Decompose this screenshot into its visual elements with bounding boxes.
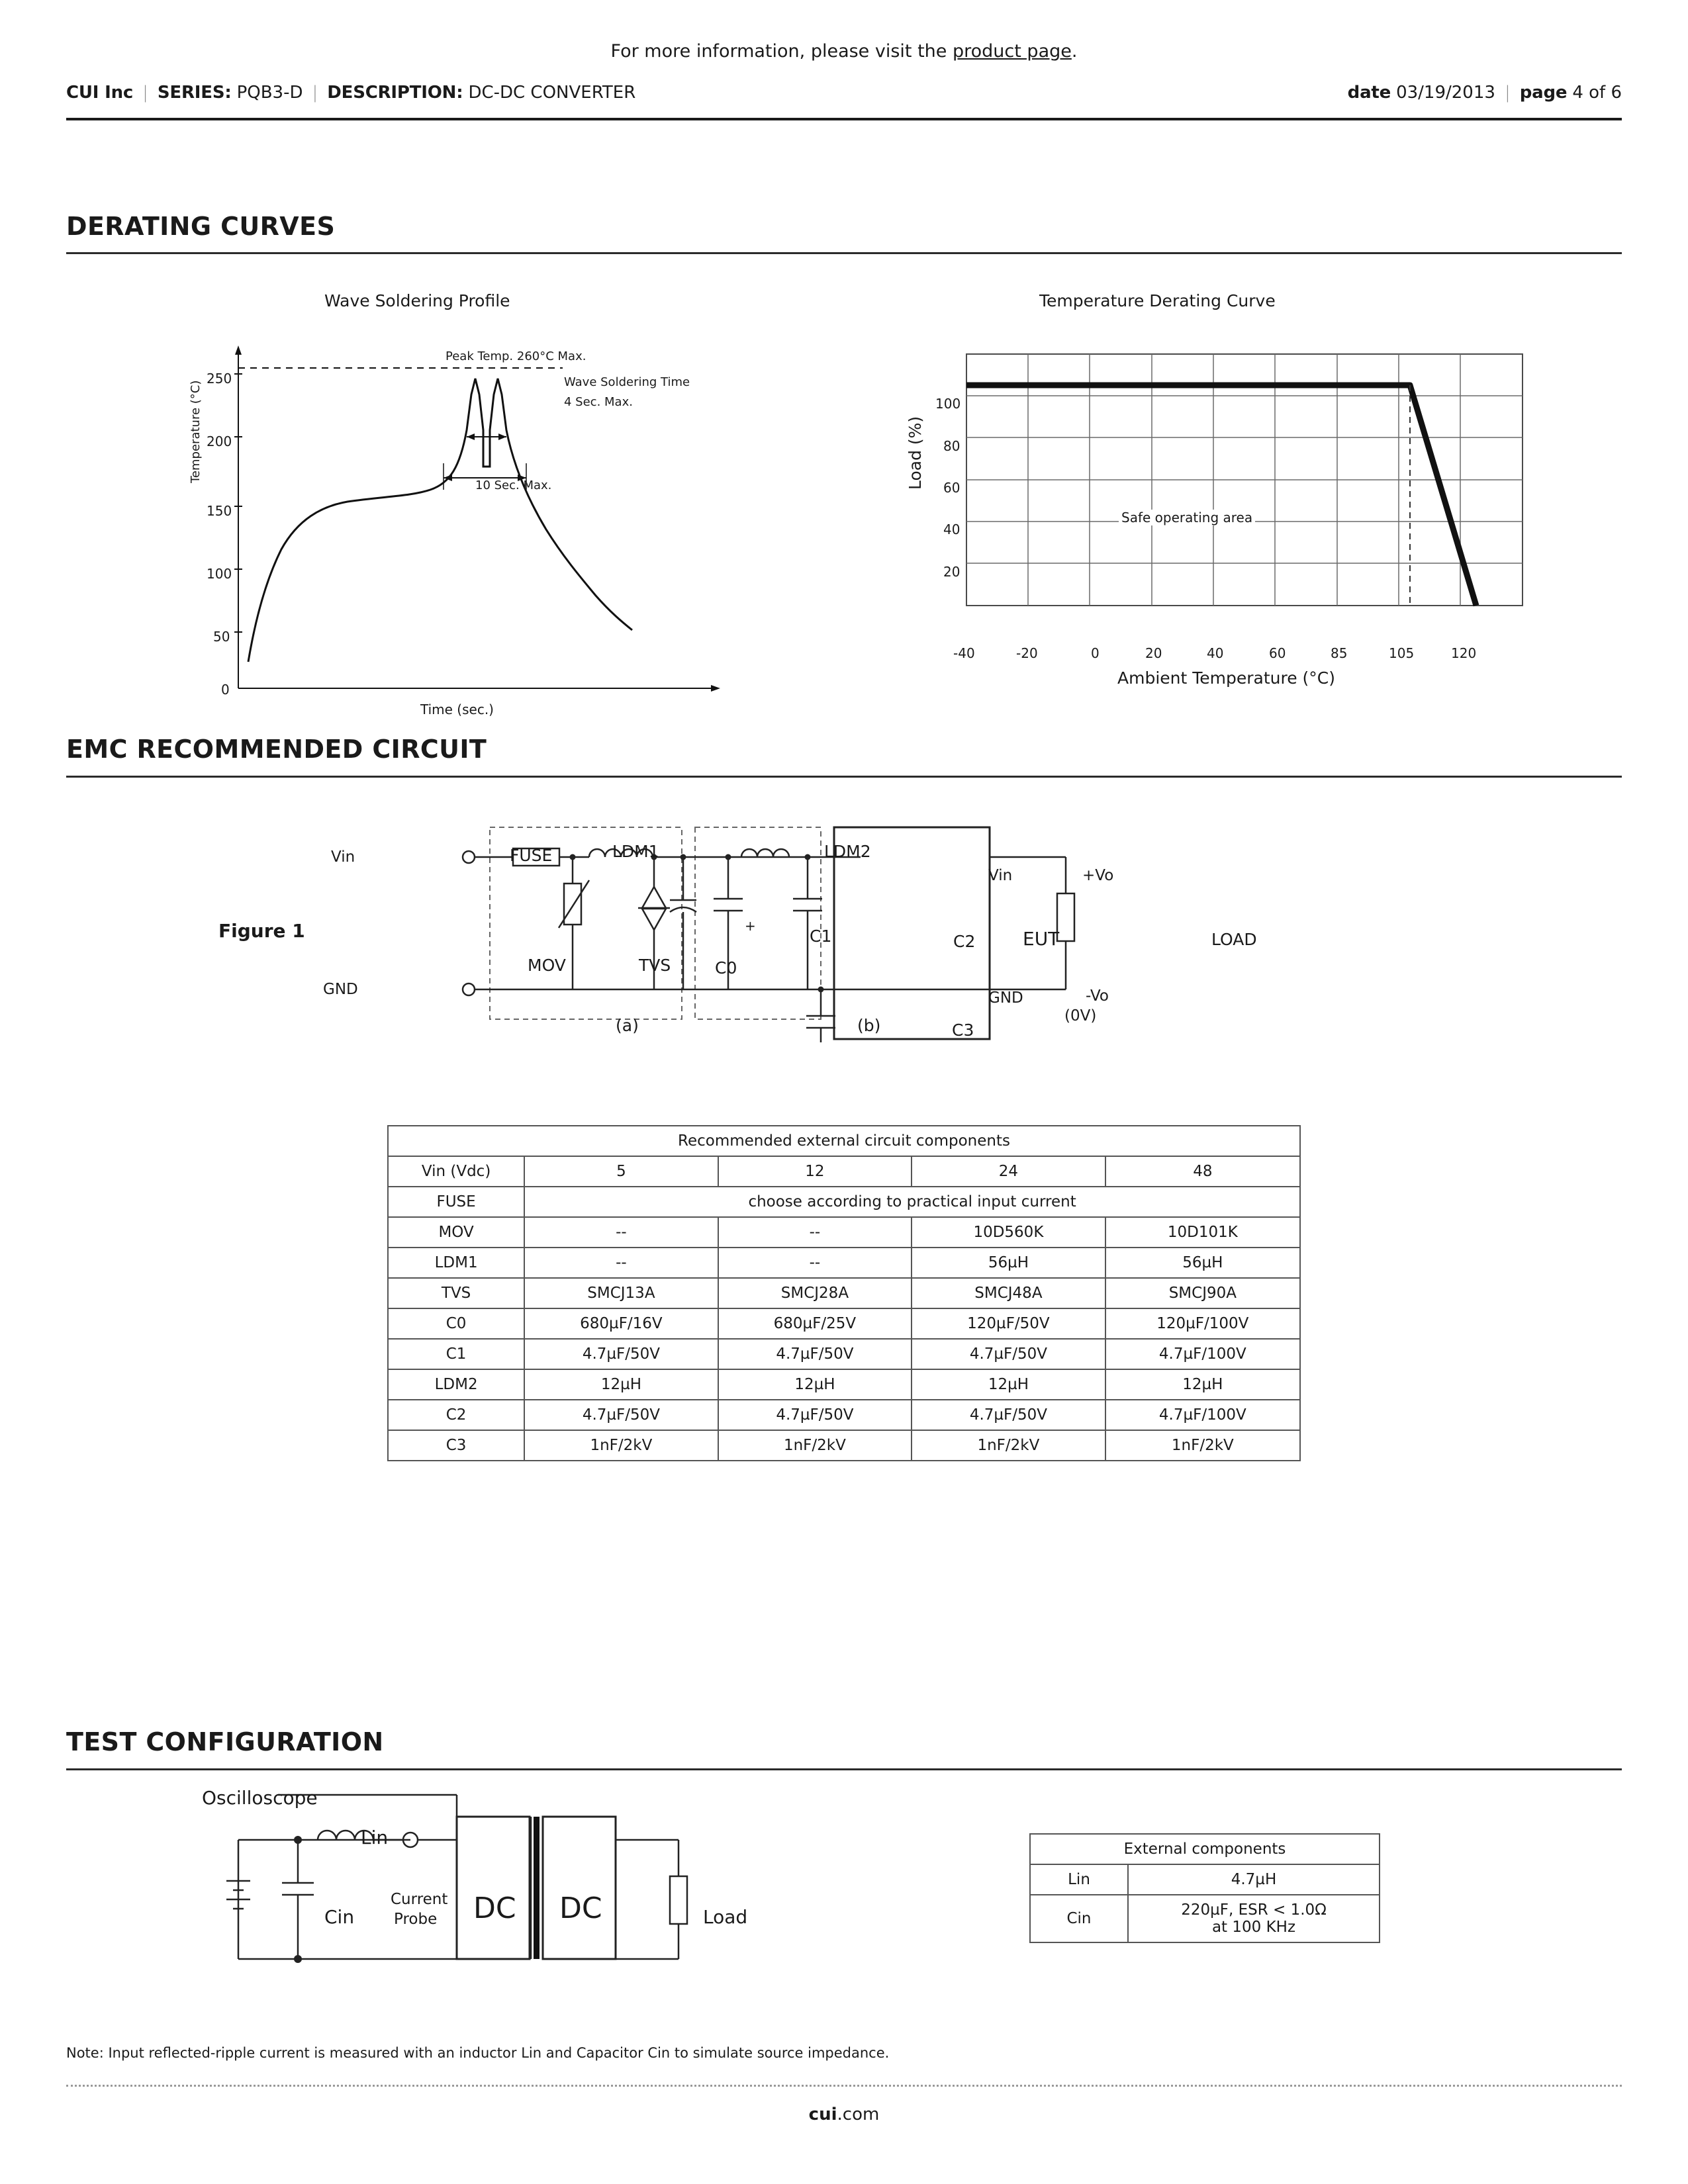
safe-operating-area-label: Safe operating area [1119, 510, 1255, 525]
wave-chart-title: Wave Soldering Profile [324, 291, 510, 310]
wave-peak-annotation: Peak Temp. 260°C Max. [445, 349, 586, 363]
derating-xtick--20: -20 [1016, 645, 1038, 661]
cell-c1-3: 4.7µF/100V [1105, 1339, 1300, 1369]
cell-tvs-0: SMCJ13A [524, 1278, 718, 1308]
section-title-emc: EMC RECOMMENDED CIRCUIT [66, 735, 487, 764]
derating-ytick-20: 20 [943, 564, 961, 580]
footer-domain: .com [837, 2105, 880, 2124]
eut-vo-pos-label: +Vo [1082, 867, 1114, 884]
circuit-label-b: (b) [857, 1016, 881, 1035]
circuit-fuse-label: FUSE [510, 846, 553, 865]
cell-c2-2: 4.7µF/50V [912, 1400, 1105, 1430]
wave-ytick-50: 50 [213, 629, 230, 645]
cell-c3-2: 1nF/2kV [912, 1430, 1105, 1461]
row-label-lin: Lin [1030, 1864, 1128, 1895]
derating-xlabel: Ambient Temperature (°C) [1117, 668, 1336, 688]
header-divider-2: | [312, 83, 318, 103]
circuit-ldm2-label: LDM2 [824, 842, 871, 861]
circuit-gnd-label: GND [323, 981, 358, 998]
wave-soldering-time-line2: 4 Sec. Max. [564, 395, 633, 409]
eut-gnd-label: GND [988, 989, 1023, 1007]
table-row [388, 1248, 1300, 1278]
row-label-fuse: FUSE [388, 1187, 524, 1217]
derating-xtick-120: 120 [1451, 645, 1477, 661]
cell-ldm1-0: -- [524, 1248, 718, 1278]
cell-fuse-note: choose according to practical input current [524, 1187, 1300, 1217]
table-row [388, 1369, 1300, 1400]
table-row [388, 1278, 1300, 1308]
wave-ytick-250: 250 [207, 371, 232, 387]
derating-ytick-60: 60 [943, 480, 961, 496]
cell-vin-2: 24 [912, 1156, 1105, 1187]
current-probe-label-line2: Probe [394, 1911, 438, 1928]
top-note [0, 41, 1688, 62]
oscilloscope-label: Oscilloscope [202, 1787, 318, 1809]
table-row [388, 1308, 1300, 1339]
row-label-c0: C0 [388, 1308, 524, 1339]
cin-value-line1: 220µF, ESR < 1.0Ω [1181, 1901, 1327, 1919]
derating-xtick-0: 0 [1091, 645, 1100, 661]
page-label: page [1519, 83, 1568, 103]
circuit-c2-label: C2 [953, 932, 976, 951]
eut-vo-zero-label: (0V) [1064, 1007, 1097, 1024]
cell-c3-1: 1nF/2kV [718, 1430, 912, 1461]
circuit-label-a: (a) [616, 1016, 639, 1035]
document-header [66, 83, 1622, 103]
cell-c0-3: 120µF/100V [1105, 1308, 1300, 1339]
description-value: DC-DC CONVERTER [468, 83, 636, 103]
test-configuration-note: Note: Input reflected-ripple current is measured with an inductor Lin and Capacitor Cin to simulate source impedance. [66, 2045, 890, 2061]
eut-label: EUT [1023, 928, 1060, 950]
cell-c1-2: 4.7µF/50V [912, 1339, 1105, 1369]
cell-c1-0: 4.7µF/50V [524, 1339, 718, 1369]
row-label-c1: C1 [388, 1339, 524, 1369]
test-configuration-diagram [192, 1780, 854, 1999]
lin-label: Lin [361, 1827, 389, 1848]
external-components-table [1029, 1833, 1380, 1943]
circuit-c3-label: C3 [952, 1021, 974, 1040]
cell-c2-1: 4.7µF/50V [718, 1400, 912, 1430]
section-rule-emc [66, 776, 1622, 778]
eut-vin-label: Vin [988, 867, 1013, 884]
circuit-mov-label: MOV [528, 956, 566, 975]
series-label: SERIES: [157, 83, 232, 103]
section-title-derating: DERATING CURVES [66, 212, 336, 241]
cell-c0-2: 120µF/50V [912, 1308, 1105, 1339]
table-row [388, 1217, 1300, 1248]
wave-xlabel: Time (sec.) [420, 702, 494, 717]
recommended-components-table [387, 1125, 1301, 1461]
section-title-test: TEST CONFIGURATION [66, 1727, 384, 1756]
company-name: CUI Inc [66, 83, 134, 103]
header-rule [66, 118, 1622, 120]
dc-block-left-label: DC [473, 1891, 516, 1925]
cell-tvs-1: SMCJ28A [718, 1278, 912, 1308]
cell-c1-1: 4.7µF/50V [718, 1339, 912, 1369]
derating-ytick-100: 100 [935, 396, 961, 412]
derating-xtick-105: 105 [1389, 645, 1415, 661]
wave-ytick-200: 200 [207, 433, 232, 449]
cin-label: Cin [324, 1906, 355, 1928]
row-label-vin: Vin (Vdc) [388, 1156, 524, 1187]
row-label-ldm1: LDM1 [388, 1248, 524, 1278]
cell-lin-value: 4.7µH [1128, 1864, 1380, 1895]
cell-vin-0: 5 [524, 1156, 718, 1187]
row-label-c3: C3 [388, 1430, 524, 1461]
cell-cin-value [1128, 1895, 1380, 1942]
table-row-title [1030, 1834, 1380, 1864]
page-value: 4 of 6 [1572, 83, 1622, 103]
footer-brand: cui [808, 2105, 837, 2124]
wave-ytick-100: 100 [207, 566, 232, 582]
cell-c0-1: 680µF/25V [718, 1308, 912, 1339]
wave-ten-sec-annotation: 10 Sec. Max. [475, 478, 552, 492]
section-rule-derating [66, 252, 1622, 254]
cell-ldm2-1: 12µH [718, 1369, 912, 1400]
wave-ylabel: Temperature (°C) [189, 380, 203, 483]
wave-ytick-0: 0 [221, 682, 230, 698]
circuit-c0-polarity: + [745, 918, 756, 934]
dc-block-right-label: DC [559, 1891, 602, 1925]
row-label-ldm2: LDM2 [388, 1369, 524, 1400]
cell-c2-0: 4.7µF/50V [524, 1400, 718, 1430]
current-probe-label-line1: Current [391, 1891, 448, 1908]
product-page-link[interactable]: product page [953, 41, 1072, 62]
circuit-vin-label: Vin [331, 848, 355, 866]
test-load-label: Load [703, 1906, 748, 1928]
cell-c3-3: 1nF/2kV [1105, 1430, 1300, 1461]
cell-tvs-2: SMCJ48A [912, 1278, 1105, 1308]
row-label-mov: MOV [388, 1217, 524, 1248]
cell-ldm2-3: 12µH [1105, 1369, 1300, 1400]
table-row [388, 1339, 1300, 1369]
figure-caption: Figure 1 [218, 920, 305, 942]
cell-ldm1-1: -- [718, 1248, 912, 1278]
section-rule-test [66, 1768, 1622, 1770]
date-label: date [1347, 83, 1391, 103]
components-table-title: Recommended external circuit components [388, 1126, 1300, 1156]
table-row [388, 1430, 1300, 1461]
table-row [1030, 1895, 1380, 1942]
circuit-c0-label: C0 [715, 958, 737, 978]
temperature-derating-chart [953, 347, 1536, 632]
derating-chart-title: Temperature Derating Curve [1039, 291, 1276, 310]
derating-xtick-60: 60 [1269, 645, 1286, 661]
row-label-tvs: TVS [388, 1278, 524, 1308]
derating-xtick--40: -40 [953, 645, 975, 661]
circuit-c1-label: C1 [810, 927, 832, 946]
external-table-title: External components [1030, 1834, 1380, 1864]
date-value: 03/19/2013 [1396, 83, 1495, 103]
cell-ldm1-2: 56µH [912, 1248, 1105, 1278]
cell-vin-1: 12 [718, 1156, 912, 1187]
description-label: DESCRIPTION: [327, 83, 463, 103]
derating-xtick-85: 85 [1331, 645, 1348, 661]
cell-mov-0: -- [524, 1217, 718, 1248]
cell-ldm2-0: 12µH [524, 1369, 718, 1400]
row-label-cin: Cin [1030, 1895, 1128, 1942]
footer-rule [66, 2085, 1622, 2087]
cell-c0-0: 680µF/16V [524, 1308, 718, 1339]
row-label-c2: C2 [388, 1400, 524, 1430]
top-note-pre: For more information, please visit the [610, 41, 953, 62]
top-note-post: . [1071, 41, 1078, 62]
cell-mov-2: 10D560K [912, 1217, 1105, 1248]
derating-ylabel: Load (%) [906, 416, 925, 490]
load-label: LOAD [1211, 930, 1257, 949]
table-row-vin [388, 1156, 1300, 1187]
cell-mov-1: -- [718, 1217, 912, 1248]
derating-xtick-20: 20 [1145, 645, 1162, 661]
header-divider-1: | [142, 83, 148, 103]
cell-vin-3: 48 [1105, 1156, 1300, 1187]
wave-soldering-time-line1: Wave Soldering Time [564, 375, 690, 389]
table-row [388, 1400, 1300, 1430]
cell-tvs-3: SMCJ90A [1105, 1278, 1300, 1308]
table-row-fuse [388, 1187, 1300, 1217]
table-row [1030, 1864, 1380, 1895]
series-value: PQB3-D [236, 83, 303, 103]
cell-ldm1-3: 56µH [1105, 1248, 1300, 1278]
derating-ytick-80: 80 [943, 438, 961, 454]
cin-value-line2: at 100 KHz [1211, 1919, 1296, 1936]
circuit-ldm1-label: LDM1 [612, 842, 659, 861]
derating-xtick-40: 40 [1207, 645, 1224, 661]
table-row-title [388, 1126, 1300, 1156]
footer [0, 2105, 1688, 2124]
derating-ytick-40: 40 [943, 522, 961, 537]
eut-vo-neg-label: -Vo [1086, 987, 1109, 1005]
circuit-tvs-label: TVS [639, 956, 671, 975]
cell-mov-3: 10D101K [1105, 1217, 1300, 1248]
cell-c3-0: 1nF/2kV [524, 1430, 718, 1461]
wave-ytick-150: 150 [207, 503, 232, 519]
cell-c2-3: 4.7µF/100V [1105, 1400, 1300, 1430]
cell-ldm2-2: 12µH [912, 1369, 1105, 1400]
header-divider-3: | [1504, 83, 1511, 103]
